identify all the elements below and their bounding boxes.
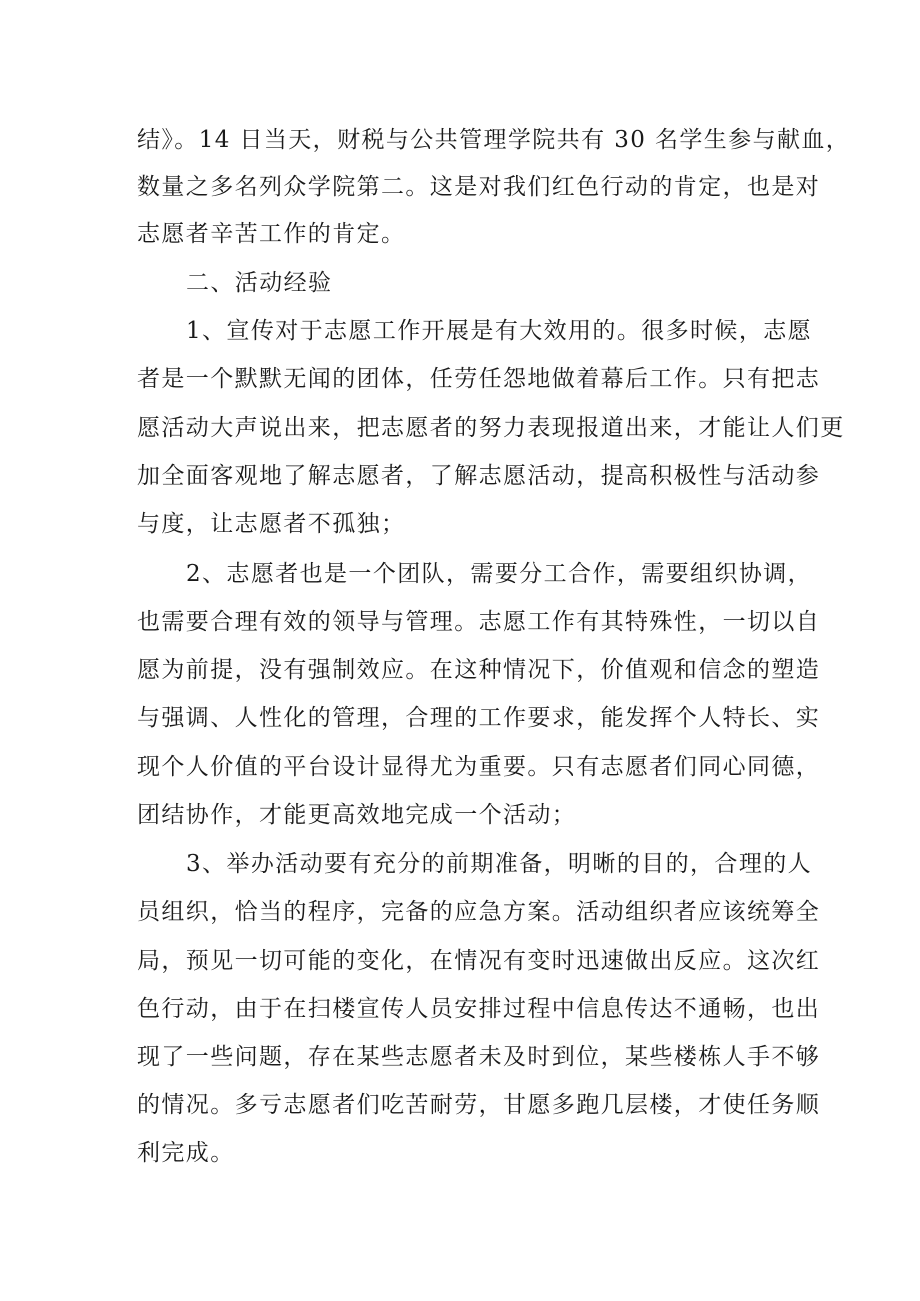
text-line-2: 数量之多名列众学院第二。这是对我们红色行动的肯定，也是对 <box>137 174 821 200</box>
text-line-21: 的情况。多亏志愿者们吃苦耐劳，甘愿多跑几层楼，才使任务顺 <box>137 1092 821 1118</box>
text-line-7: 愿活动大声说出来，把志愿者的努力表现报道出来，才能让人们更 <box>137 415 845 441</box>
text-line-3: 志愿者辛苦工作的肯定。 <box>137 221 406 247</box>
text-line-11: 也需要合理有效的领导与管理。志愿工作有其特殊性，一切以自 <box>137 609 821 635</box>
text-line-10: 2、志愿者也是一个团队，需要分工合作，需要组织协调， <box>186 561 813 587</box>
text-line-16: 3、举办活动要有充分的前期准备，明晰的目的，合理的人 <box>186 851 813 877</box>
text-line-17: 员组织，恰当的程序，完备的应急方案。活动组织者应该统筹全 <box>137 899 821 925</box>
text-line-5: 1、宣传对于志愿工作开展是有大效用的。很多时候，志愿 <box>186 318 813 344</box>
text-line-8: 加全面客观地了解志愿者，了解志愿活动，提高积极性与活动参 <box>137 463 821 489</box>
text-line-9: 与度，让志愿者不孤独； <box>137 511 406 537</box>
text-line-6: 者是一个默默无闻的团体，任劳任怨地做着幕后工作。只有把志 <box>137 366 821 392</box>
text-line-14: 现个人价值的平台设计显得尤为重要。只有志愿者们同心同德， <box>137 754 821 780</box>
text-line-18: 局，预见一切可能的变化，在情况有变时迅速做出反应。这次红 <box>137 948 821 974</box>
text-line-15: 团结协作，才能更高效地完成一个活动； <box>137 802 577 828</box>
text-line-19: 色行动，由于在扫楼宣传人员安排过程中信息传达不通畅，也出 <box>137 996 821 1022</box>
text-line-13: 与强调、人性化的管理，合理的工作要求，能发挥个人特长、实 <box>137 705 821 731</box>
text-line-12: 愿为前提，没有强制效应。在这种情况下，价值观和信念的塑造 <box>137 657 821 683</box>
text-line-20: 现了一些问题，存在某些志愿者未及时到位，某些楼栋人手不够 <box>137 1044 821 1070</box>
section-heading: 二、活动经验 <box>186 270 333 296</box>
text-line-1: 结》。14 日当天，财税与公共管理学院共有 30 名学生参与献血， <box>137 127 851 153</box>
text-line-22: 利完成。 <box>137 1140 235 1166</box>
